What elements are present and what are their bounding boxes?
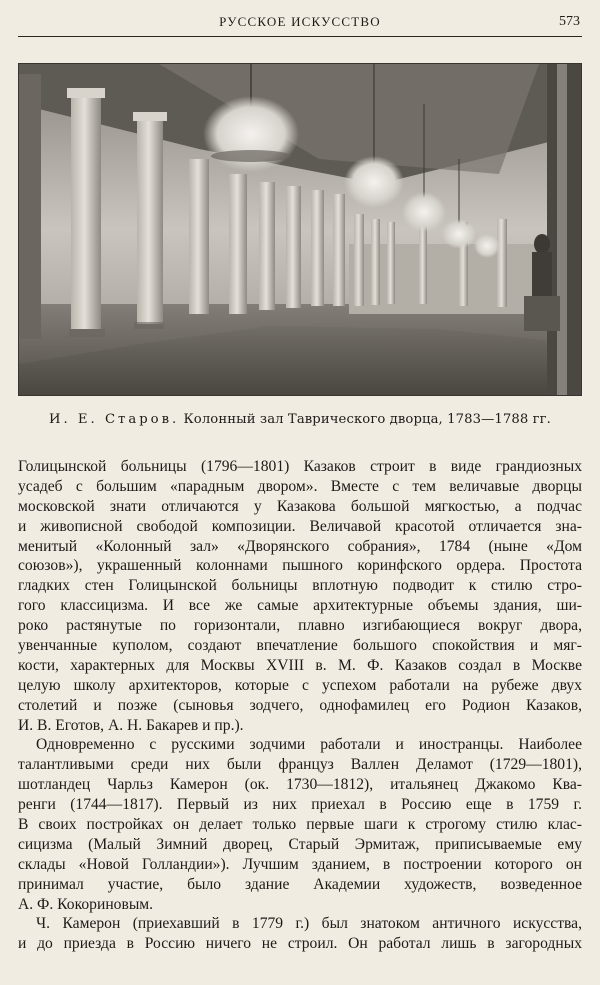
text-line: и до приезда в Россию ничего не строил. Он работал лишь в загородных bbox=[18, 935, 582, 953]
text-line: гого классицизма. И все же самые архитектурные объемы здания, ши- bbox=[18, 597, 582, 615]
caption-text: Колонный зал Таврического дворца, 1783—1788 гг. bbox=[183, 412, 551, 427]
text-line: и живописной свободой композиции. Величавой красотой отличается зна- bbox=[18, 517, 582, 535]
text-line: склады «Новой Голландии»). Лучшим зданием, в построении которого он bbox=[18, 855, 582, 873]
caption-author: И. Е. Старов. bbox=[49, 412, 180, 427]
text-line: Ч. Камерон (приехавший в 1779 г.) был знатоком античного искусства, bbox=[36, 915, 582, 933]
text-line: целую школу архитекторов, которые с успехом работали на рубеже двух bbox=[18, 676, 582, 694]
text-line: кости, характерных для Москвы XVIII в. М. Ф. Казаков создал в Москве bbox=[18, 656, 582, 674]
text-line: сицизма (Малый Зимний дворец, Старый Эрмитаж, приписываемые ему bbox=[18, 835, 582, 853]
text-line: Одновременно с русскими зодчими работали и иностранцы. Наиболее bbox=[36, 736, 582, 754]
text-line: увенчанные куполом, создают впечатление большого спокойствия и мяг- bbox=[18, 637, 582, 655]
text-line: Голицынской больницы (1796—1801) Казаков строит в виде грандиозных bbox=[18, 458, 582, 475]
text-line: В своих постройках он делает только первые шаги к строгому стилю клас- bbox=[18, 816, 582, 834]
text-line: гладких стен Голицынской больницы вплотную подводит к стилю стро- bbox=[18, 577, 582, 595]
article-body bbox=[18, 457, 582, 954]
colonnade-hall-photo bbox=[18, 63, 582, 396]
text-line: менитый «Колонный зал» «Дворянского собрания», 1784 (ныне «Дом bbox=[18, 537, 582, 555]
text-line: столетий и позже (сыновья зодчего, однофамилец его Родион Казаков, bbox=[18, 696, 582, 714]
text-line: московской знати отличаются у Казакова большой мягкостью, а подчас bbox=[18, 497, 582, 515]
text-line: талантливыми среди них были француз Валлен Деламот (1729—1801), bbox=[18, 756, 582, 774]
text-line: усадеб с большим «парадным двором». Вместе с тем величавые дворцы bbox=[18, 477, 582, 495]
text-line: роко растянутые по горизонтали, плавно изгибающиеся вокруг двора, bbox=[18, 617, 582, 635]
text-line: А. Ф. Кокориновым. bbox=[18, 895, 154, 913]
text-line: принимал участие, было здание Академии художеств, возведенное bbox=[18, 875, 582, 893]
figure-caption bbox=[18, 412, 582, 427]
page-number: 573 bbox=[559, 14, 580, 29]
running-title: РУССКОЕ ИСКУССТВО bbox=[219, 14, 381, 29]
text-line: И. В. Еготов, А. Н. Бакарев и пр.). bbox=[18, 716, 244, 734]
text-line: шотландец Чарльз Камерон (ок. 1730—1812), итальянец Джакомо Ква- bbox=[18, 776, 582, 794]
text-line: ренги (1744—1817). Первый из них приехал в Россию еще в 1759 г. bbox=[18, 796, 582, 814]
page-header bbox=[18, 10, 582, 37]
text-line: союзов»), украшенный колоннами пышного коринфского ордера. Простота bbox=[18, 557, 582, 575]
